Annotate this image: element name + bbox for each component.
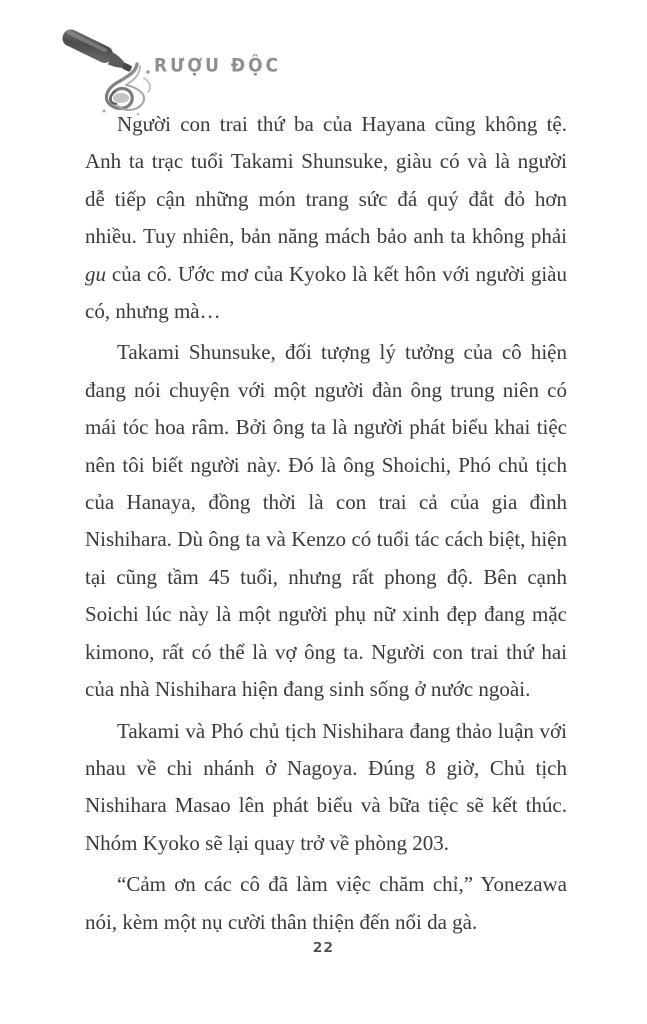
body-text: “Cảm ơn các cô đã làm việc chăm chỉ,” Yonezawa nói, kèm một nụ cười thân thiện đến nổi da gà.: [85, 872, 567, 934]
body-text: Người con trai thứ ba của Hayana cũng không tệ. Anh ta trạc tuổi Takami Shunsuke, giàu có và là người dễ tiếp cận những món trang sức đá quý đắt đỏ hơn nhiều. Tuy nhiên, bản năng mách bảo anh ta không phải: [85, 112, 567, 249]
body-text: Takami và Phó chủ tịch Nishihara đang thảo luận với nhau về chi nhánh ở Nagoya. Đúng 8 giờ, Chủ tịch Nishihara Masao lên phát biểu và bữa tiệc sẽ kết thúc. Nhóm Kyoko sẽ lại quay trở về phòng 203.: [85, 718, 567, 855]
italic-text: gu: [85, 261, 106, 286]
body-text: Takami Shunsuke, đối tượng lý tưởng của cô hiện đang nói chuyện với một người đàn ông trung niên có mái tóc hoa râm. Bởi ông ta là người phát biểu khai tiệc nên tôi biết người này. Đó là ông Shoichi, Phó chủ tịch của Hanaya, đồng thời là con trai cả của gia đình Nishihara. Dù ông ta và Kenzo có tuổi tác cách biệt, hiện tại cũng tầm 45 tuổi, nhưng rất phong độ. Bên cạnh Soichi lúc này là một người phụ nữ xinh đẹp đang mặc kimono, rất có thể là vợ ông ta. Người con trai thứ hai của nhà Nishihara hiện đang sinh sống ở nước ngoài.: [85, 340, 567, 702]
page-body: [85, 106, 567, 945]
paragraph: [85, 866, 567, 941]
page-number: 22: [312, 939, 335, 956]
body-text: của cô. Ước mơ của Kyoko là kết hôn với người giàu có, nhưng mà…: [85, 261, 567, 324]
paragraph: [85, 106, 567, 330]
paragraph: [85, 713, 567, 863]
chapter-header: [56, 20, 587, 120]
paragraph: [85, 334, 567, 708]
page-footer: [0, 938, 647, 958]
chapter-title: RƯỢU ĐỘC: [154, 55, 282, 77]
